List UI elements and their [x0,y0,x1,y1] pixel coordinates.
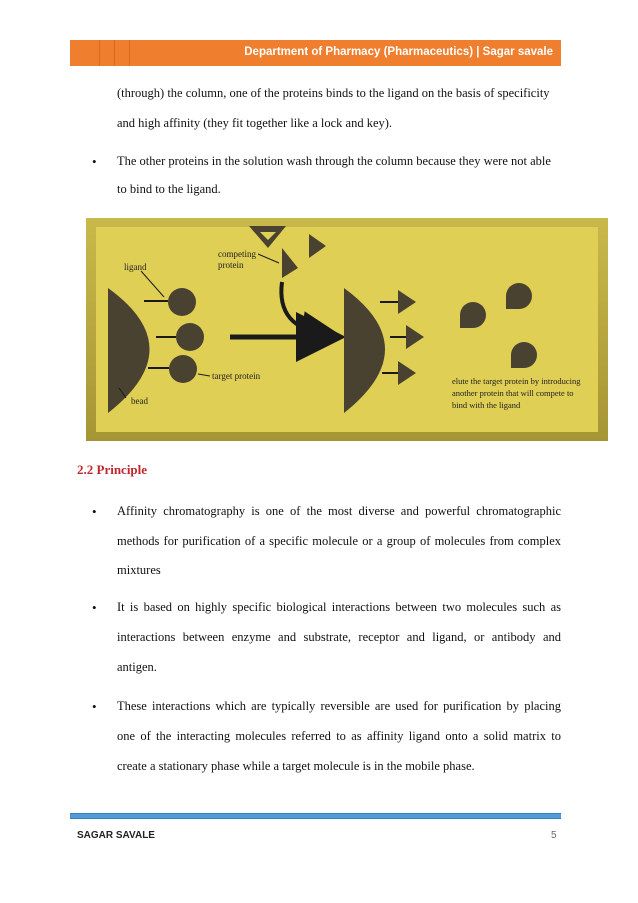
label-bead: bead [131,396,148,406]
header-title: Department of Pharmacy (Pharmaceutics) | Sagar savale [244,46,553,58]
principle-bullet-2-line-3: antigen. [117,660,157,674]
affinity-chromatography-figure [86,218,608,441]
label-target-protein: target protein [212,371,261,381]
target-protein-1 [168,288,196,316]
eluted-protein-1 [460,302,486,328]
label-competing-2: protein [218,260,244,270]
bullet-marker: • [92,504,97,519]
label-elute-3: bind with the ligand [452,400,521,410]
principle-bullet-2-line-1: It is based on highly specific biological interactions between two molecules such as [117,600,561,614]
header-bar [70,40,561,66]
label-ligand: ligand [124,262,147,272]
target-protein-3 [169,355,197,383]
header-decoration [70,40,130,66]
principle-bullet-1-line-1: Affinity chromatography is one of the most diverse and powerful chromatographic [117,504,561,518]
eluted-protein-3 [511,342,537,368]
principle-bullet-1-line-3: mixtures [117,563,161,577]
eluted-protein-2 [506,283,532,309]
principle-bullet-3-line-1: These interactions which are typically reversible are used for purification by placing [117,699,561,713]
intro-bullet-line-2: to bind to the ligand. [117,182,221,196]
principle-bullet-3-line-3: create a stationary phase while a target molecule is in the mobile phase. [117,759,475,773]
principle-bullet-3-line-2: one of the interacting molecules referred to as affinity ligand onto a solid matrix to [117,729,561,743]
label-elute-1: elute the target protein by introducing [452,376,581,386]
footer-author: SAGAR SAVALE [77,830,155,841]
intro-bullet-line-1: The other proteins in the solution wash through the column because they were not able [117,154,551,168]
bullet-marker: • [92,154,97,169]
intro-line-2: and high affinity (they fit together like a lock and key). [117,116,393,130]
principle-bullet-1-line-2: methods for purification of a specific molecule or a group of molecules from complex [117,534,561,548]
label-elute-2: another protein that will compete to [452,388,574,398]
principle-bullet-2-line-2: interactions between enzyme and substrate, receptor and ligand, or antibody and [117,630,561,644]
bullet-marker: • [92,699,97,714]
footer-rule [70,813,561,819]
label-competing-1: competing [218,249,256,259]
section-heading: 2.2 Principle [77,462,148,477]
page-number: 5 [551,830,557,841]
target-protein-2 [176,323,204,351]
intro-line-1: (through) the column, one of the proteins binds to the ligand on the basis of specificity [117,86,550,100]
bullet-marker: • [92,600,97,615]
